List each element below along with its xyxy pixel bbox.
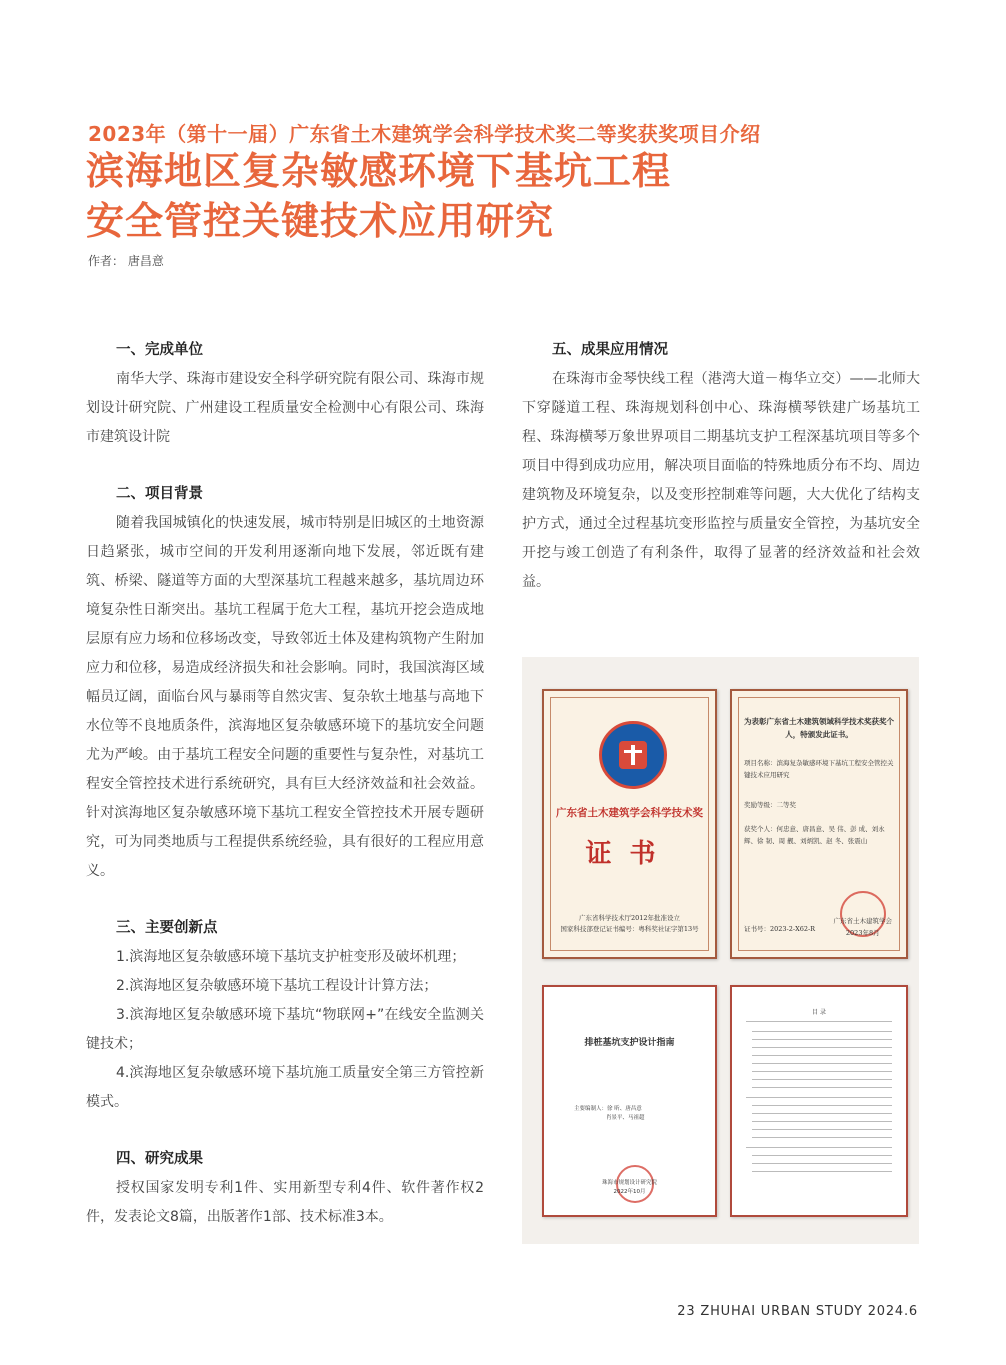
society-emblem-icon: [599, 721, 667, 789]
certificate-footer: [552, 913, 707, 935]
issuer-name: 广东省土木建筑学会: [833, 917, 892, 925]
toc-title: 目 录: [812, 1009, 826, 1016]
certificate-footer-line: 国家科技部登记证书编号：粤科奖社证字第13号: [560, 925, 699, 933]
article-kicker: 2023年（第十一届）广东省土木建筑学会科学技术奖二等奖获奖项目介绍: [88, 122, 761, 146]
certificate-project: 项目名称：滨海复杂敏感环境下基坑工程安全管控关键技术应用研究: [744, 759, 894, 779]
certificates-photo: [522, 657, 919, 1244]
guide-title: 排桩基坑支护设计指南: [584, 1038, 675, 1048]
issue-date: 2023年8月: [845, 929, 880, 937]
award-certificate-inside: [730, 689, 908, 959]
design-guide-cover: [542, 985, 717, 1217]
article-title: [86, 146, 671, 246]
innovation-item: 2.滨海地区复杂敏感环境下基坑工程设计计算方法；: [116, 978, 438, 994]
certificate-word: 证书: [585, 839, 674, 869]
certificate-footer-line: 广东省科学技术厅2012年批准设立: [578, 914, 681, 922]
certificate-number: 证书号：2023-2-X62-R: [744, 925, 816, 933]
right-column: [522, 336, 920, 597]
guide-editors-line: 肖景平、马祖超: [606, 1115, 645, 1121]
section-body-units: 南华大学、珠海市建设安全科学研究院有限公司、珠海市规划设计研究院、广州建设工程质量安全检测中心有限公司、珠海市建筑设计院: [86, 371, 484, 445]
certificate-winners: 获奖个人：何忠意、唐昌意、吴 伟、彭 成、刘永辉、徐 韧、周 靓、刘炳凯、赵 冬、张震山: [744, 825, 885, 845]
innovation-item: 3.滨海地区复杂敏感环境下基坑“物联网+”在线安全监测关键技术；: [86, 1007, 484, 1052]
award-name: 广东省土木建筑学会科学技术奖: [556, 807, 703, 819]
certificate-issuer: [834, 915, 893, 939]
section-heading-results: 四、研究成果: [116, 1151, 203, 1167]
title-line-2: 安全管控关键技术应用研究: [86, 199, 555, 243]
guide-publisher: [544, 1179, 715, 1197]
innovation-item: 1.滨海地区复杂敏感环境下基坑支护桩变形及破坏机理；: [116, 949, 466, 965]
section-heading-application: 五、成果应用情况: [552, 342, 668, 358]
guide-editors: [574, 1105, 645, 1123]
section-heading-background: 二、项目背景: [116, 486, 203, 502]
guide-org: 珠海市规划设计研究院: [601, 1180, 657, 1186]
guide-date: 2022年10月: [613, 1189, 646, 1195]
left-column: [86, 336, 484, 1232]
guide-editors-line: 主要编制人：徐 昕、唐昌意: [574, 1106, 642, 1112]
innovation-item: 4.滨海地区复杂敏感环境下基坑施工质量安全第三方管控新模式。: [86, 1065, 484, 1110]
author-line: 作者： 唐昌意: [88, 254, 164, 268]
certificate-citation: 为表彰广东省土木建筑领域科学技术奖获奖个人，特颁发此证书。: [744, 717, 894, 739]
page-footer: 23 ZHUHAI URBAN STUDY 2024.6: [677, 1304, 918, 1319]
table-of-contents-page: [730, 985, 908, 1217]
section-heading-units: 一、完成单位: [116, 342, 203, 358]
award-certificate-cover: [542, 689, 717, 959]
certificate-level: 奖励等级：二等奖: [744, 801, 796, 809]
section-body-background: 随着我国城镇化的快速发展，城市特别是旧城区的土地资源日趋紧张，城市空间的开发利用逐渐向地下发展，邻近既有建筑、桥梁、隧道等方面的大型深基坑工程越来越多，基坑周边环境复杂性日渐突出。基坑工程属于危大工程，基坑开挖会造成地层原有应力场和位移场改变，导致邻近土体及建构筑物产生附加应力和位移，易造成经济损失和社会影响。同时，我国滨海区域幅员辽阔，面临台风与暴雨等自然灾害、复杂软土地基与高地下水位等不良地质条件，滨海地区复杂敏感环境下的基坑安全问题尤为严峻。由于基坑工程安全问题的重要性与复杂性，对基坑工程安全管控技术进行系统研究，具有巨大经济效益和社会效益。针对滨海地区复杂敏感环境下基坑工程安全管控技术开展专题研究，可为同类地质与工程提供系统经验，具有很好的工程应用意义。: [86, 515, 484, 879]
section-body-application: 在珠海市金琴快线工程（港湾大道－梅华立交）——北师大下穿隧道工程、珠海规划科创中心、珠海横琴铁建广场基坑工程、珠海横琴万象世界项目二期基坑支护工程深基坑项目等多个项目中得到成功应用，解决项目面临的特殊地质分布不均、周边建筑物及环境复杂，以及变形控制难等问题，大大优化了结构支护方式，通过全过程基坑变形监控与质量安全管控，为基坑安全开挖与竣工创造了有利条件，取得了显著的经济效益和社会效益。: [522, 371, 920, 590]
title-line-1: 滨海地区复杂敏感环境下基坑工程: [86, 149, 672, 193]
section-body-results: 授权国家发明专利1件、实用新型专利4件、软件著作权2件，发表论文8篇，出版著作1部、技术标准3本。: [86, 1180, 484, 1225]
section-heading-innovations: 三、主要创新点: [116, 920, 218, 936]
